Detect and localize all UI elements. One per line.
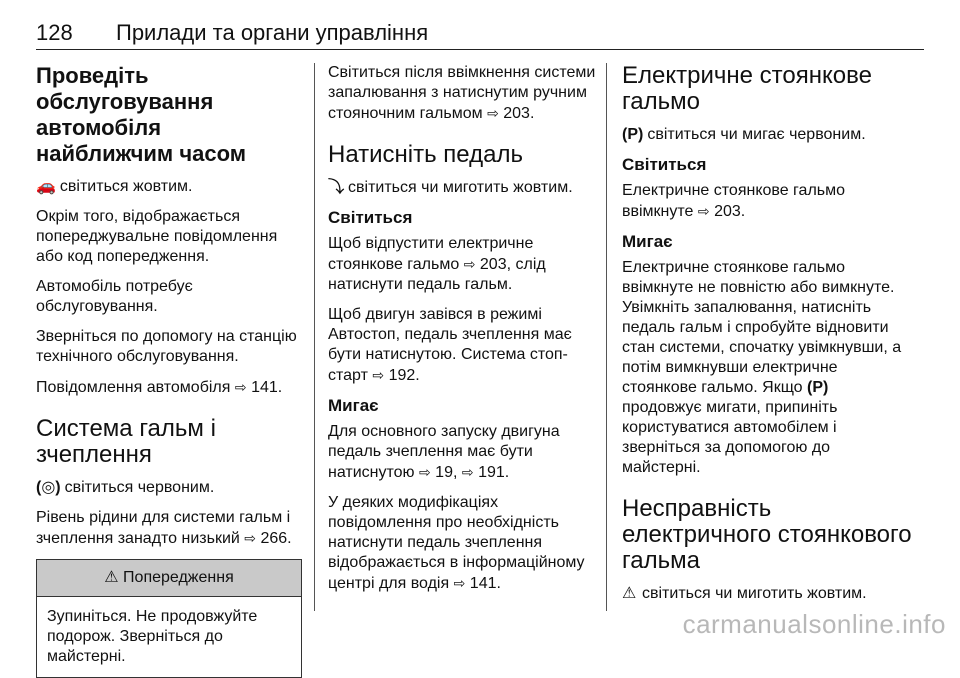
fault-indicator-line <box>622 584 912 604</box>
fault-lit-text: світиться чи миготить жовтим. <box>642 585 867 602</box>
heading-service: Проведіть обслуговування автомобіля найближчим часом <box>36 63 246 166</box>
warning-header <box>37 560 301 597</box>
brake-lit-text: світиться червоним. <box>64 479 215 496</box>
page-ref-arrow-icon: ⇨ <box>244 530 257 546</box>
paragraph-ref <box>36 508 302 549</box>
paragraph: Окрім того, відображається попереджувальне повідомлення або код попередження. <box>36 208 278 265</box>
ref-text: Електричне стоянкове гальмо ввімкнуте <box>622 182 846 220</box>
page-ref-link[interactable]: 19, <box>435 464 458 481</box>
page-ref-link[interactable]: 203, слід натиснути педаль гальм. <box>328 256 546 293</box>
ref-text: Світиться після ввімкнення системи запалювання з натиснутим ручним стояночним гальмом <box>328 64 596 122</box>
paragraph-ref <box>328 63 598 124</box>
page-number: 128 <box>36 20 73 45</box>
pedal-indicator-line <box>328 178 598 198</box>
car-wrench-icon: 🚗 <box>36 178 56 195</box>
page-ref-arrow-icon: ⇨ <box>418 464 431 480</box>
page-ref-link[interactable]: 203. <box>714 203 746 220</box>
warning-triangle-icon: ⚠ <box>104 569 119 586</box>
page-ref-link[interactable]: 191. <box>478 464 510 481</box>
paragraph-text: продовжує мигати, припиніть користуватися автомобілем і зверніться за допомогою до майстерні. <box>622 399 838 476</box>
subheading-lit: Світиться <box>622 155 707 174</box>
heading-brake-system: Система гальм і зчеплення <box>36 415 216 468</box>
ref-text: Рівень рідини для системи гальм і зчеплення занадто низький <box>36 509 291 547</box>
heading-electric-parking-brake: Електричне стоянкове гальмо <box>622 62 872 115</box>
column-divider <box>314 63 315 611</box>
subheading-lit: Світиться <box>328 208 413 227</box>
heading-epb-fault: Несправність електричного стоянкового гальма <box>622 495 912 574</box>
header-rule <box>36 49 924 50</box>
paragraph-ref <box>622 181 912 222</box>
page-ref-link[interactable]: 203. <box>503 105 535 122</box>
paragraph-text: Електричне стоянкове гальмо ввімкнуте не повністю або вимкнуте. Увімкніть запалювання, натисніть педаль гальм і спробуйте відновити стан системи, спочатку увімкнувши, а потім вимкнувши електричне стоянкове гальмо. Якщо <box>622 259 902 396</box>
page-ref-link[interactable]: 192. <box>388 367 420 384</box>
paragraph-ref <box>328 305 598 386</box>
parking-brake-icon: (P) <box>807 379 829 396</box>
service-lit-text: світиться жовтим. <box>59 178 193 195</box>
page-header <box>36 20 924 50</box>
warning-box <box>36 559 302 678</box>
pedal-lit-text: світиться чи миготить жовтим. <box>348 179 573 196</box>
paragraph-ref <box>328 422 598 483</box>
ref-text: Повідомлення автомобіля <box>36 379 231 396</box>
warning-body: Зупиніться. Не продовжуйте подорож. Зверніться до майстерні. <box>47 608 258 665</box>
page-ref-link[interactable]: 266. <box>260 530 292 547</box>
page-ref-arrow-icon: ⇨ <box>697 203 710 219</box>
paragraph-ref <box>328 493 598 594</box>
column-1 <box>36 63 302 678</box>
subheading-flash: Мигає <box>328 396 379 415</box>
brake-indicator-line <box>36 478 302 498</box>
page-ref-link[interactable]: 141. <box>251 379 283 396</box>
page-ref-arrow-icon: ⇨ <box>463 256 476 272</box>
column-2 <box>328 63 598 604</box>
parking-brake-fault-icon: ⚠ <box>622 585 637 602</box>
brake-warning-icon: (◎) <box>36 479 61 496</box>
paragraph: Автомобіль потребує обслуговування. <box>36 278 193 315</box>
ref-text: Для основного запуску двигуна педаль зчеплення має бути натиснутою <box>328 423 560 481</box>
column-3 <box>622 63 912 614</box>
ref-text: Щоб відпустити електричне стоянкове гальмо <box>328 235 534 273</box>
ref-text: У деяких модифікаціях повідомлення про необхідність натиснути педаль зчеплення відображається в інформаційному центрі для водія <box>328 494 585 592</box>
page-ref-arrow-icon: ⇨ <box>461 464 474 480</box>
parking-brake-icon: (P) <box>622 126 644 143</box>
chapter-title: Прилади та органи управління <box>116 20 429 45</box>
paragraph-ref <box>328 234 598 295</box>
warning-title: Попередження <box>123 569 234 586</box>
heading-press-pedal: Натисніть педаль <box>328 141 523 168</box>
paragraph: Зверніться по допомогу на станцію технічного обслуговування. <box>36 328 297 365</box>
page-ref-link[interactable]: 141. <box>469 575 501 592</box>
watermark: carmanualsonline.info <box>682 609 946 639</box>
epb-indicator-line <box>622 125 912 145</box>
column-divider <box>606 63 607 611</box>
pedal-icon: ⤵ <box>328 179 345 196</box>
ref-text: Щоб двигун завівся в режимі Автостоп, педаль зчеплення має бути натиснутою. Система стоп-старт <box>328 306 572 384</box>
page-ref-arrow-icon: ⇨ <box>234 379 247 395</box>
subheading-flash: Мигає <box>622 232 673 251</box>
paragraph <box>622 258 912 478</box>
page-ref-arrow-icon: ⇨ <box>487 105 499 121</box>
page-ref-arrow-icon: ⇨ <box>453 575 466 591</box>
epb-lit-text: світиться чи мигає червоним. <box>647 126 866 143</box>
page-ref-arrow-icon: ⇨ <box>372 367 385 383</box>
paragraph-ref <box>36 377 302 398</box>
service-indicator-line <box>36 177 302 197</box>
